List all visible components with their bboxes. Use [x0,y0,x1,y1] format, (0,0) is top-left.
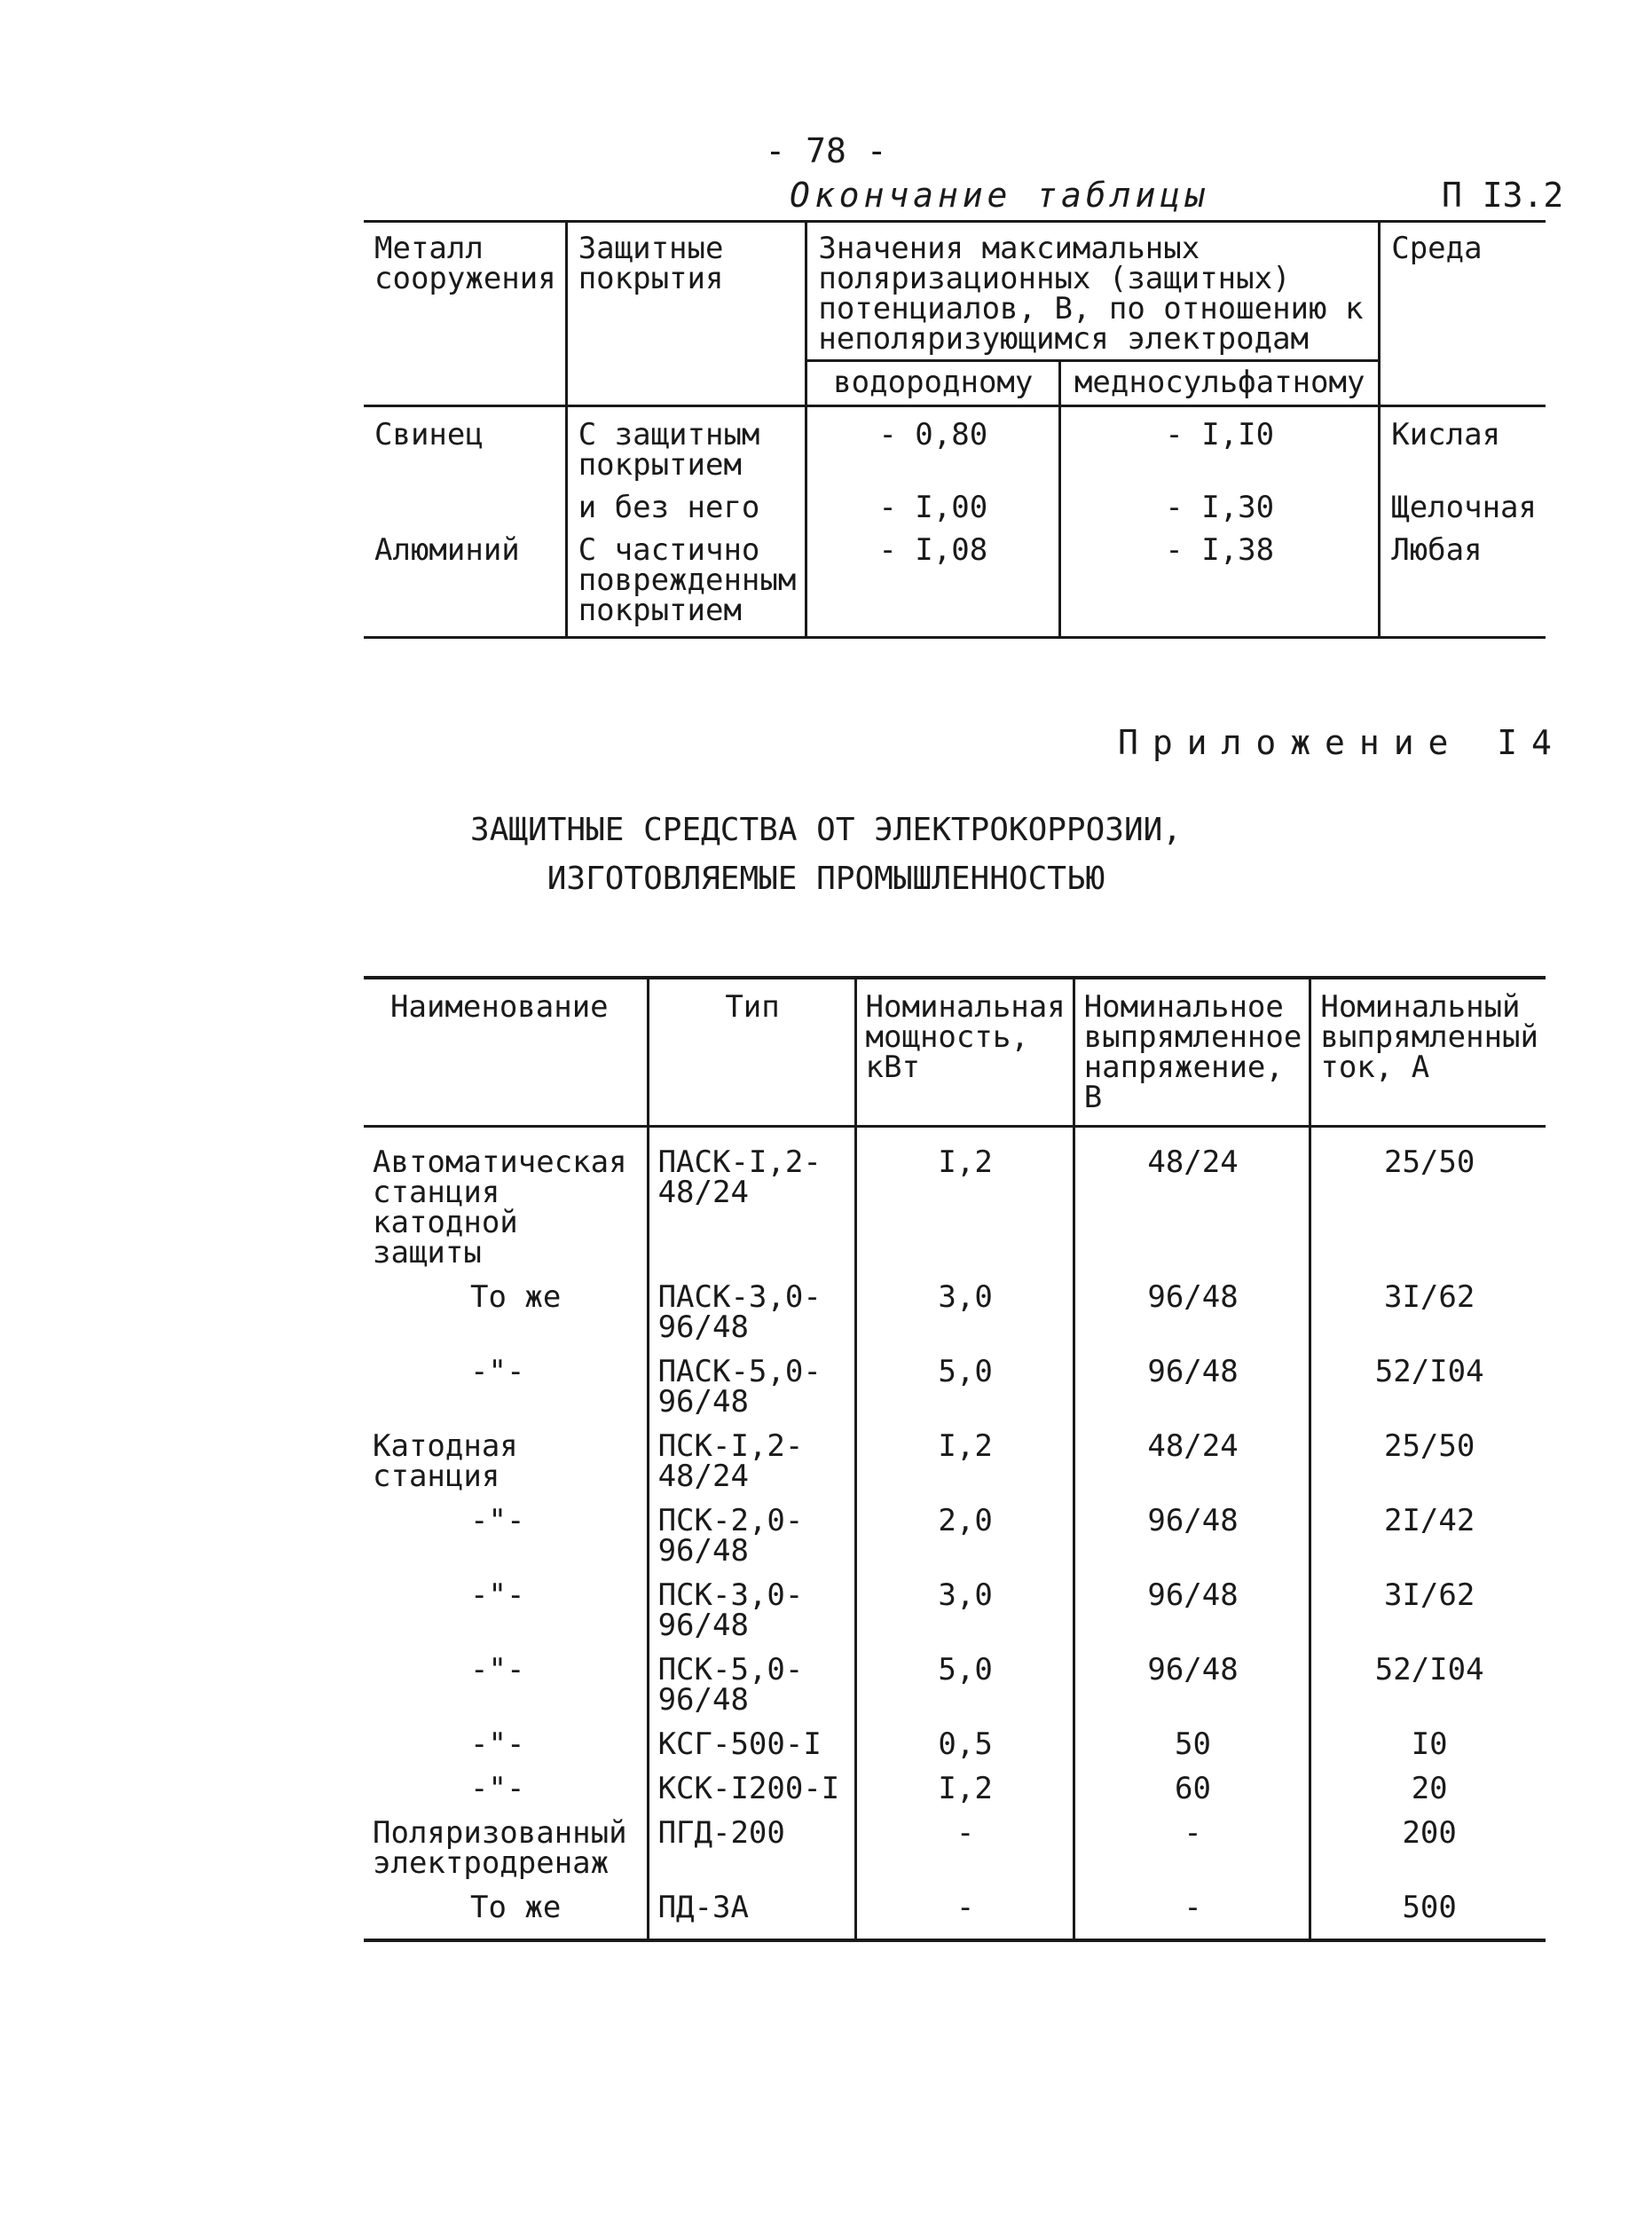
cell-current: 500 [1310,1884,1546,1940]
cell-name: Поляризованный электродренаж [373,1815,627,1881]
cell-environment: Кислая [1380,406,1546,481]
cell-name: То же [470,1279,562,1315]
cell-metal [364,480,566,523]
header-power: Номинальная мощность, кВт [855,978,1074,1127]
cell-copper: - I,30 [1060,480,1380,523]
cell-type: ПСК-I,2-48/24 [648,1422,855,1497]
header-hydrogen: водородному [806,361,1060,406]
table-row [364,1646,1546,1720]
table-row [364,406,1546,481]
cell-voltage: - [1074,1809,1310,1884]
table-row [364,1348,1546,1422]
cell-voltage: 60 [1074,1765,1310,1809]
cell-voltage: 48/24 [1074,1127,1310,1274]
cell-power: I,2 [855,1422,1074,1497]
header-name: Наименование [364,978,648,1127]
cell-name: -"- [470,1503,525,1538]
header-voltage: Номинальное выпрямленное напряжение, В [1074,978,1310,1127]
cell-name: -"- [470,1771,525,1806]
cell-name: -"- [470,1726,525,1762]
header-current: Номинальный выпрямленный ток, А [1310,978,1546,1127]
page-number: - 78 - [765,131,887,170]
cell-power: 0,5 [855,1720,1074,1765]
cell-voltage: 96/48 [1074,1348,1310,1422]
cell-coating: С частично поврежденным покрытием [566,523,806,638]
appendix-label: Приложение I4 [1118,723,1566,762]
cell-coating: С защитным покрытием [566,406,806,481]
cell-voltage: - [1074,1884,1310,1940]
continuation-table-ref: П I3.2 [1442,176,1564,215]
cell-metal: Свинец [374,417,484,452]
cell-power: - [855,1809,1074,1884]
cell-current: 3I/62 [1310,1273,1546,1348]
cell-power: 5,0 [855,1646,1074,1720]
table-row [364,1884,1546,1940]
table-row [364,1273,1546,1348]
cell-type: КСК-I200-I [648,1765,855,1809]
cell-voltage: 96/48 [1074,1571,1310,1646]
table-row [364,1497,1546,1571]
cell-current: 52/I04 [1310,1646,1546,1720]
cell-name: -"- [470,1652,525,1687]
table-row [364,1809,1546,1884]
cell-coating: и без него [566,480,806,523]
cell-environment: Щелочная [1380,480,1546,523]
cell-type: ПД-3А [648,1884,855,1940]
cell-name: -"- [470,1354,525,1389]
cell-type: ПГД-200 [648,1809,855,1884]
table-row [364,1571,1546,1646]
table-row [364,523,1546,638]
appendix-title-line-1: ЗАЩИТНЫЕ СРЕДСТВА ОТ ЭЛЕКТРОКОРРОЗИИ, [470,812,1182,848]
appendix-title-line-2: ИЗГОТОВЛЯЕМЫЕ ПРОМЫШЛЕННОСТЬЮ [547,861,1105,897]
cell-name: Катодная станция [373,1428,518,1494]
cell-current: 20 [1310,1765,1546,1809]
cell-current: 200 [1310,1809,1546,1884]
table-row [364,480,1546,523]
cell-type: КСГ-500-I [648,1720,855,1765]
cell-power: 3,0 [855,1571,1074,1646]
polarization-potentials-table [364,220,1546,639]
cell-hydrogen: - I,00 [806,480,1060,523]
cell-current: 2I/42 [1310,1497,1546,1571]
cell-power: 5,0 [855,1348,1074,1422]
header-environment: Среда [1380,222,1546,406]
continuation-label: Окончание таблицы [790,176,1209,215]
header-copper-sulfate: медносульфатному [1060,361,1380,406]
cell-name: Автоматическая станция катодной защиты [373,1144,627,1270]
cell-hydrogen: - 0,80 [806,406,1060,481]
cell-type: ПСК-3,0-96/48 [648,1571,855,1646]
table-row [364,1422,1546,1497]
table-row [364,1720,1546,1765]
cell-power: I,2 [855,1127,1074,1274]
cell-current: 3I/62 [1310,1571,1546,1646]
table-row [364,1765,1546,1809]
cell-type: ПАСК-3,0-96/48 [648,1273,855,1348]
cell-type: ПСК-2,0-96/48 [648,1497,855,1571]
cell-type: ПСК-5,0-96/48 [648,1646,855,1720]
cell-environment: Любая [1380,523,1546,638]
cell-type: ПАСК-5,0-96/48 [648,1348,855,1422]
cell-voltage: 48/24 [1074,1422,1310,1497]
cell-current: 25/50 [1310,1422,1546,1497]
cell-current: 25/50 [1310,1127,1546,1274]
header-metal: Металл сооружения [364,222,566,406]
cell-type: ПАСК-I,2-48/24 [648,1127,855,1274]
cell-voltage: 96/48 [1074,1497,1310,1571]
cell-voltage: 96/48 [1074,1273,1310,1348]
header-coating: Защитные покрытия [566,222,806,406]
cell-metal: Алюминий [374,532,520,568]
cell-voltage: 50 [1074,1720,1310,1765]
cell-power: 2,0 [855,1497,1074,1571]
table-row [364,1127,1546,1274]
cell-power: - [855,1884,1074,1940]
cell-hydrogen: - I,08 [806,523,1060,638]
cell-name: -"- [470,1577,525,1613]
cell-power: I,2 [855,1765,1074,1809]
cell-current: 52/I04 [1310,1348,1546,1422]
cell-power: 3,0 [855,1273,1074,1348]
cell-voltage: 96/48 [1074,1646,1310,1720]
cell-name: То же [470,1890,562,1925]
header-type: Тип [648,978,855,1127]
cell-copper: - I,38 [1060,523,1380,638]
cell-current: I0 [1310,1720,1546,1765]
cell-copper: - I,I0 [1060,406,1380,481]
protective-equipment-table [364,976,1546,1942]
header-potentials: Значения максимальных поляризационных (защитных) потенциалов, В, по отношению к неполяризующимся электродам [806,222,1380,361]
